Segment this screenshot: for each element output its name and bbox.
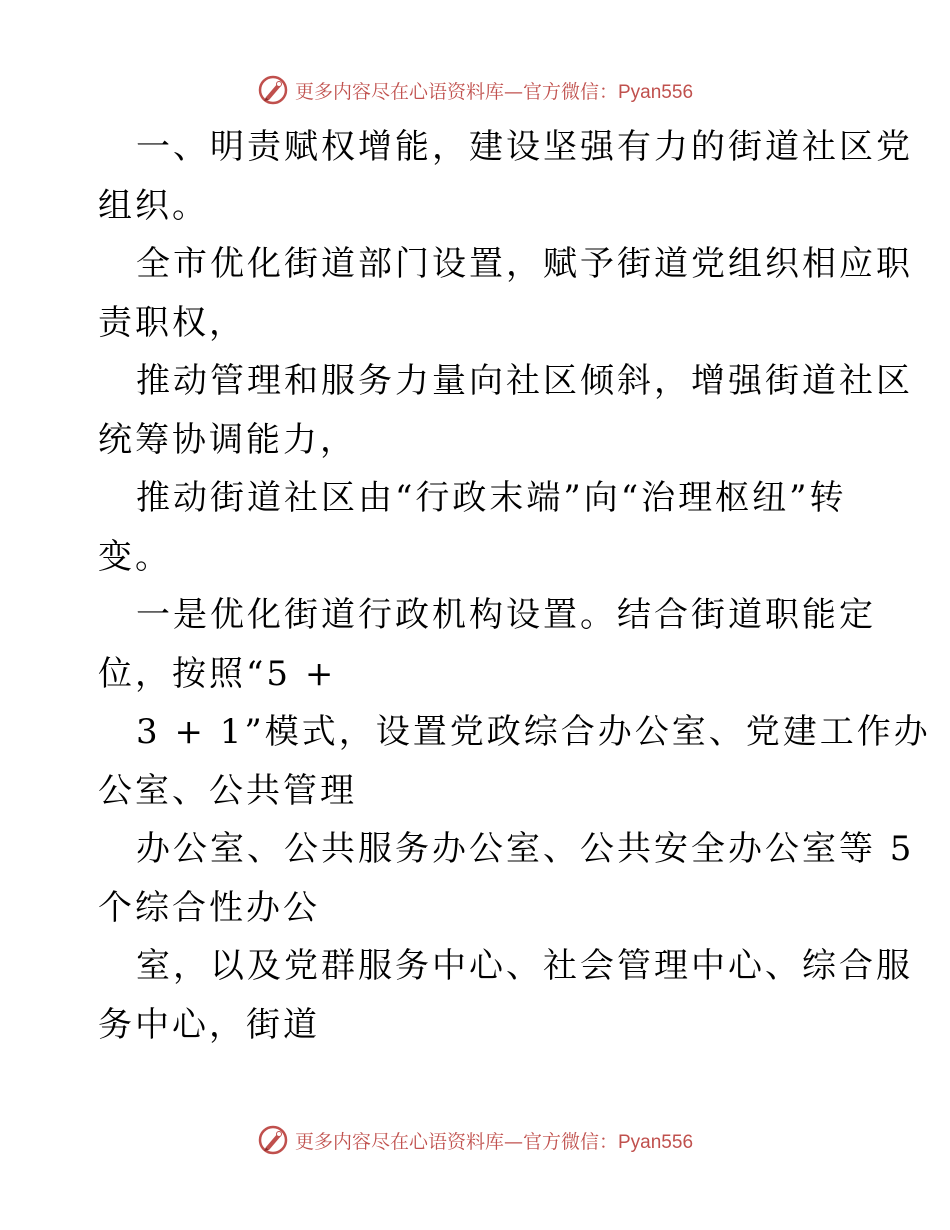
text-line: 3 + 1”模式，设置党政综合办公室、党建工作办 xyxy=(136,712,931,752)
footer-watermark xyxy=(0,1120,950,1160)
document-body xyxy=(98,118,931,1054)
text-line: 组织。 xyxy=(98,185,209,226)
text-line: 变。 xyxy=(98,536,172,577)
text-line: 个综合性办公 xyxy=(98,887,320,928)
header-watermark xyxy=(0,70,950,110)
pen-seal-icon xyxy=(257,1124,289,1156)
text-line: 全市优化街道部门设置，赋予街道党组织相应职 xyxy=(136,244,913,284)
text-line: 务中心，街道 xyxy=(98,1004,320,1045)
text-line: 办公室、公共服务办公室、公共安全办公室等 5 xyxy=(136,829,915,869)
text-line: 公室、公共管理 xyxy=(98,770,357,811)
watermark-text: 更多内容尽在心语资料库—官方微信：Pyan556 xyxy=(294,1130,694,1153)
pen-seal-icon xyxy=(257,74,289,106)
text-line: 推动管理和服务力量向社区倾斜，增强街道社区 xyxy=(136,361,913,401)
wechat-id: Pyan556 xyxy=(618,1131,694,1153)
text-line: 一是优化街道行政机构设置。结合街道职能定 xyxy=(136,595,876,635)
text-line: 统筹协调能力， xyxy=(98,419,357,460)
watermark-text: 更多内容尽在心语资料库—官方微信：Pyan556 xyxy=(294,80,694,103)
text-line: 位，按照“5 + xyxy=(98,653,337,694)
wechat-id: Pyan556 xyxy=(618,81,694,103)
text-line: 推动街道社区由“行政末端”向“治理枢纽”转 xyxy=(136,478,847,518)
text-line: 责职权， xyxy=(98,302,246,343)
text-line: 室，以及党群服务中心、社会管理中心、综合服 xyxy=(136,946,913,986)
text-line: 一、明责赋权增能，建设坚强有力的街道社区党 xyxy=(136,127,913,167)
